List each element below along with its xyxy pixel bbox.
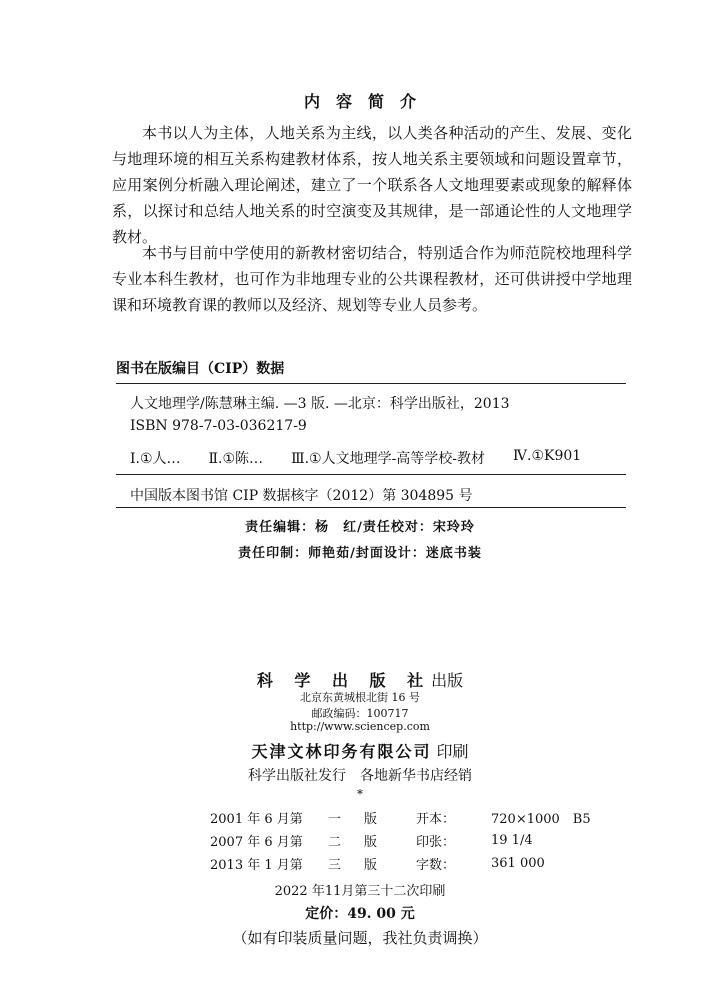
edition-label: 版 [364,858,378,873]
cip-classification [130,448,581,468]
cip-line-isbn: ISBN 978-7-03-036217-9 [130,418,307,434]
reprint-line: 2022 年11月第三十二次印刷 [274,884,446,899]
cip-class-2: Ⅱ.①陈… [208,451,264,467]
cip-bottom-rule [116,507,626,508]
cip-class-3: Ⅲ.①人文地理学-高等学校-教材 [291,451,486,467]
publisher-name: 科 学 出 版 社 [256,671,432,690]
summary-paragraph-2 [112,240,632,318]
spec-value: 720×1000 B5 [491,812,591,827]
publisher-suffix: 出版 [431,671,464,690]
edition-row [210,852,591,875]
edition-number: 二 [328,835,342,850]
credits-line-2: 责任印制：师艳茹/封面设计：迷底书装 [238,546,482,561]
publisher-postcode: 邮政编码：100717 [311,707,409,720]
cip-top-rule [116,383,626,384]
spec-value: 361 000 [491,856,545,871]
distribution-line: 科学出版社发行 各地新华书店经销 [248,768,472,784]
summary-paragraph-1 [112,120,632,250]
publisher-line [0,668,720,691]
spec-value: 19 1/4 [491,833,533,848]
separator-star: * [357,787,363,801]
spec-label: 字数： [416,858,456,873]
printer-name: 天津文林印务有限公司 [251,742,432,761]
printer-suffix: 印刷 [436,742,469,761]
credits-line-1: 责任编辑：杨 红/责任校对：宋玲玲 [245,520,475,535]
edition-date: 2001 年 6 月第 [210,812,303,827]
cip-heading: 图书在版编目（CIP）数据 [116,361,285,377]
quality-note: （如有印装质量问题，我社负责调换） [232,929,488,947]
cip-class-4: Ⅳ.①K901 [513,448,582,464]
publisher-address: 北京东黄城根北街 16 号 [300,691,420,704]
edition-row [210,829,591,852]
summary-paragraph-1-text: 本书以人为主体，人地关系为主线，以人类各种活动的产生、发展、变化与地理环境的相互关系构建教材体系，按人地关系主要领域和问题设置章节，应用案例分析融入理论阐述，建立了一个联系各人文地理要素或现象的解释体系，以探讨和总结人地关系的时空演变及其规律，是一部通论性的人文地理学教材。 [112,124,632,246]
edition-row [210,806,591,829]
summary-paragraph-2-text: 本书与目前中学使用的新教材密切结合，特别适合作为师范院校地理科学专业本科生教材，也可作为非地理专业的公共课程教材，还可供讲授中学地理课和环境教育课的教师以及经济、规划等专业人员参考。 [112,244,632,314]
publisher-url: http://www.sciencep.com [290,720,430,733]
summary-title: 内容简介 [303,92,432,111]
edition-number: 一 [328,812,342,827]
edition-date: 2013 年 1 月第 [210,858,303,873]
edition-label: 版 [364,812,378,827]
price-line: 定价：49. 00 元 [305,906,415,922]
edition-label: 版 [364,835,378,850]
edition-table [210,806,591,875]
printer-line [0,739,720,762]
spec-label: 开本： [416,812,456,827]
edition-date: 2007 年 6 月第 [210,835,303,850]
spec-label: 印张： [416,835,456,850]
edition-number: 三 [328,858,342,873]
cip-line-record: 中国版本图书馆 CIP 数据核字（2012）第 304895 号 [130,488,473,504]
cip-line-title: 人文地理学/陈慧琳主编. —3 版. —北京：科学出版社，2013 [130,396,510,412]
cip-middle-rule [116,474,626,475]
cip-class-1: Ⅰ.①人… [130,451,181,467]
